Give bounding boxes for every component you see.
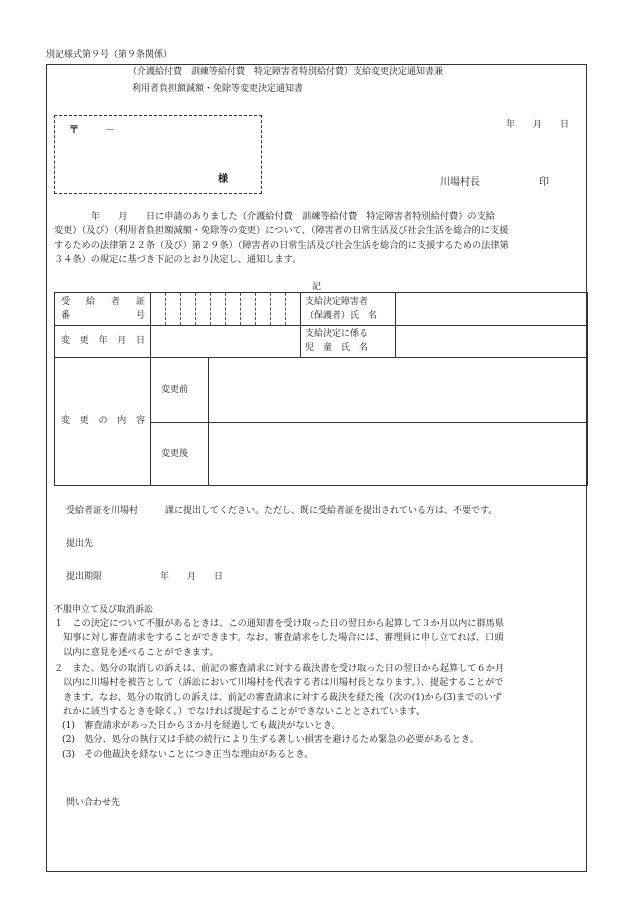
guardian-label: （保護者）氏 名	[305, 311, 378, 321]
change-date-label: 変 更 年 月 日	[61, 336, 145, 346]
submission-instruction: 受給者証を川場村 課に提出してください。ただし、既に受給者証を提出されている方は、不要です。	[66, 506, 498, 516]
submission-deadline-label: 提出期限	[66, 572, 103, 582]
document-title-line1: （介護給付費 訓練等給付費 特定障害者特別給付費）支給変更決定通知書兼	[128, 67, 444, 77]
decision-table	[54, 292, 588, 486]
change-content-label: 変 更 の 内 容	[61, 416, 145, 426]
appeal-line: 以内に意見を述べることができます。	[54, 646, 219, 658]
paragraph-line: 年 月 日に申請のありました（介護給付費 訓練等給付費 特定障害者特別給付費）の支給	[54, 211, 495, 222]
postal-dash: －	[105, 125, 115, 136]
appeal-line: 知事に対し審査請求をすることができます。なお、審査請求をした場合には、審理員に申し立てれば、口頭	[54, 632, 504, 644]
form-id: 別記様式第９号（第９条関係）	[46, 50, 173, 60]
paragraph-line: 変更）（及び）（利用者負担額減額・免除等の変更）について、（障害者の日常生活及び社会生活を総合的に支援	[54, 225, 509, 237]
seal-mark: 印	[539, 177, 549, 188]
appeal-item-1	[54, 617, 504, 660]
child-label: 児 童 氏 名	[305, 343, 369, 353]
postal-mark: 〒	[69, 125, 79, 136]
addressee-suffix: 様	[218, 174, 228, 185]
submission-destination: 提出先	[66, 539, 94, 549]
notice-paragraph	[54, 210, 509, 267]
document-title-line2: 利用者負担額減額・免除等変更決定通知書	[132, 84, 304, 94]
appeal-heading: 不服申立て及び取消訴訟	[54, 605, 154, 615]
submission-deadline-date: 年 月 日	[160, 572, 224, 582]
address-box	[54, 115, 262, 194]
after-label: 変更後	[161, 449, 189, 459]
ki-mark: 記	[312, 282, 322, 292]
guardian-label: 支給決定障害者	[305, 297, 369, 307]
paragraph-line: するための法律第２２条（及び）第２９条）（障害者の日常生活及び社会生活を総合的に支援するための法律第	[54, 239, 509, 251]
recipient-number-label: 番 号	[61, 311, 145, 321]
appeal-sub-item: (3) その他裁決を経ないことにつき正当な理由があるとき。	[62, 748, 314, 760]
appeal-line: れかに該当するときを除く。）でなければ提起することができないこととされています。	[54, 705, 426, 717]
paragraph-line: ３４条）の規定に基づき下記のとおり決定し、通知します。	[54, 253, 302, 265]
before-label: 変更前	[161, 385, 189, 395]
recipient-number-label: 受 給 者 証	[61, 297, 145, 307]
issuer-name: 川場村長	[440, 177, 480, 188]
appeal-line: １ この決定について不服があるときは、この通知書を受け取った日の翌日から起算して３か月以内に群馬県	[54, 618, 505, 629]
appeal-sub-item: (1) 審査請求があった日から３か月を経過しても裁決がないとき。	[62, 720, 341, 731]
inquiry-label: 問い合わせ先	[66, 798, 121, 808]
appeal-line: 以内に川場村を被告として（訴訟において川場村を代表する者は川場村長となります。）、提起することがで	[54, 677, 504, 689]
appeal-sub-item: (2) 処分、処分の執行又は手続の続行により生ずる著しい損害を避けるため緊急の必要があるとき。	[62, 734, 479, 746]
child-label: 支給決定に係る	[305, 329, 369, 339]
issue-date: 年 月 日	[506, 120, 570, 130]
appeal-line: ２ また、処分の取消しの訴えは、前記の審査請求に対する裁決書を受け取った日の翌日から起算して６か月	[54, 663, 505, 674]
appeal-item-2	[54, 662, 504, 719]
appeal-line: きます。なお、処分の取消しの訴えは、前記の審査請求に対する裁決を経た後（次の(1)から(3)までのいず	[54, 691, 502, 703]
appeal-sub-items	[62, 719, 479, 762]
